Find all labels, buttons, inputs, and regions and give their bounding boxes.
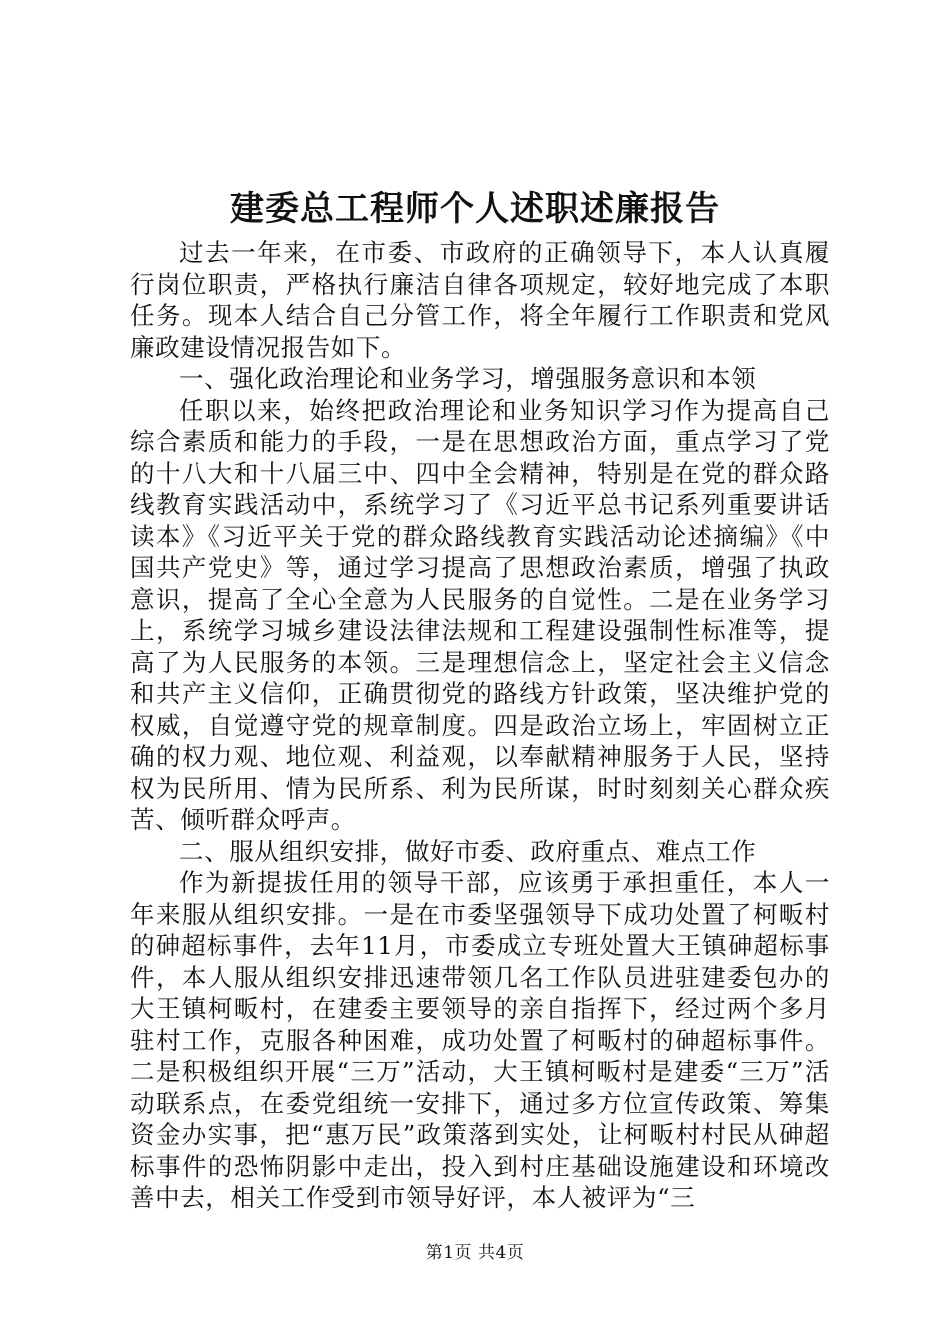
paragraph-section-1: 任职以来，始终把政治理论和业务知识学习作为提高自己综合素质和能力的手段，一是在思想政治方面，重点学习了党的十八大和十八届三中、四中全会精神，特别是在党的群众路线教育实践活动中，系统学习了《习近平总书记系列重要讲话读本》《习近平关于党的群众路线教育实践活动论述摘编》《中国共产党史》等，通过学习提高了思想政治素质，增强了执政意识，提高了全心全意为人民服务的自觉性。二是在业务学习上，系统学习城乡建设法律法规和工程建设强制性标准等，提高了为人民服务的本领。三是理想信念上，坚定社会主义信念和共产主义信仰，正确贯彻党的路线方针政策，坚决维护党的权威，自觉遵守党的规章制度。四是政治立场上，牢固树立正确的权力观、地位观、利益观，以奉献精神服务于人民，坚持权为民所用、情为民所系、利为民所谋，时时刻刻关心群众疾苦、倾听群众呼声。 [130,395,830,834]
section-heading-1: 一、强化政治理论和业务学习，增强服务意识和本领 [179,364,757,393]
section-heading-2: 二、服从组织安排，做好市委、政府重点、难点工作 [179,836,757,866]
document-title: 建委总工程师个人述职述廉报告 [230,189,720,229]
page-footer: 第1页 共4页 [425,1243,525,1263]
document-body [130,237,830,1214]
paragraph-intro: 过去一年来，在市委、市政府的正确领导下，本人认真履行岗位职责，严格执行廉洁自律各项规定，较好地完成了本职任务。现本人结合自己分管工作，将全年履行工作职责和党风廉政建设情况报告如下。 [130,238,830,362]
paragraph-section-2: 作为新提拔任用的领导干部，应该勇于承担重任，本人一年来服从组织安排。一是在市委坚强领导下成功处置了柯畈村的砷超标事件，去年11月，市委成立专班处置大王镇砷超标事件，本人服从组织安排迅速带领几名工作队员进驻建委包办的大王镇柯畈村，在建委主要领导的亲自指挥下，经过两个多月驻村工作，克服各种困难，成功处置了柯畈村的砷超标事件。二是积极组织开展“三万”活动，大王镇柯畈村是建委“三万”活动联系点，在委党组统一安排下，通过多方位宣传政策、筹集资金办实事，把“惠万民”政策落到实处，让柯畈村村民从砷超标事件的恐怖阴影中走出，投入到村庄基础设施建设和环境改善中去，相关工作受到市领导好评，本人被评为“三 [130,868,830,1212]
